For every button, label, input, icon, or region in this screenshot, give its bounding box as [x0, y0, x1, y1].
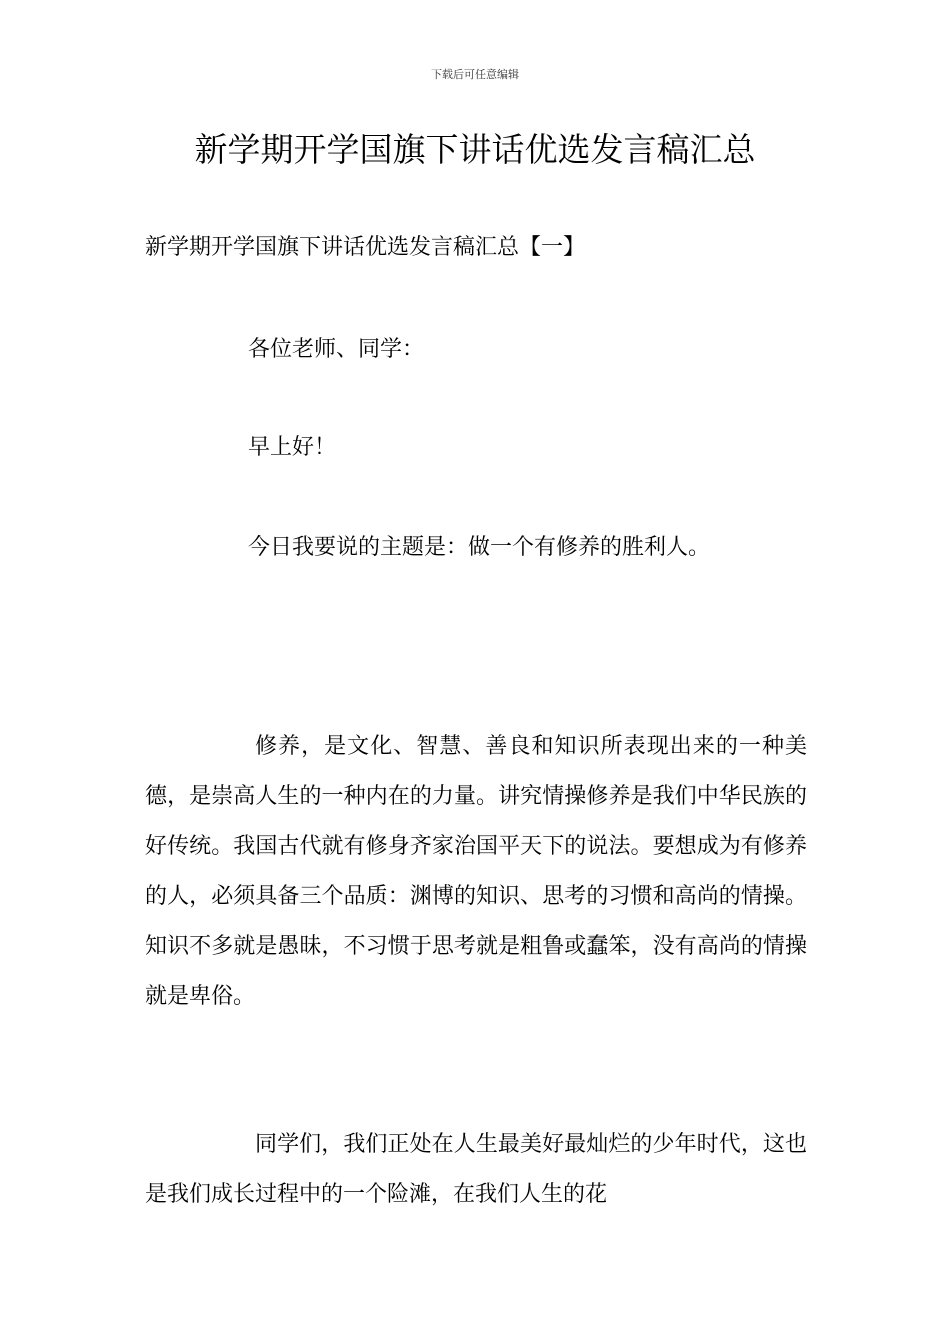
header-note: 下载后可任意编辑	[431, 68, 519, 81]
document-title: 新学期开学国旗下讲话优选发言稿汇总	[194, 130, 756, 169]
greeting-line: 早上好！	[248, 435, 337, 460]
topic-line: 今日我要说的主题是：做一个有修养的胜利人。	[248, 535, 711, 560]
body-paragraph: 修养，是文化、智慧、善良和知识所表现出来的一种美德，是崇高人生的一种内在的力量。讲究情操修养是我们中华民族的好传统。我国古代就有修身齐家治国平天下的说法。要想成为有修养的人，必须具备三个品质：渊博的知识、思考的习惯和高尚的情操。知识不多就是愚昧，不习惯于思考就是粗鲁或蠢笨，没有高尚的情操就是卑俗。	[145, 734, 807, 1009]
salutation-line: 各位老师、同学：	[248, 337, 425, 362]
section-heading: 新学期开学国旗下讲话优选发言稿汇总【一】	[145, 235, 586, 260]
body-paragraph: 同学们，我们正处在人生最美好最灿烂的少年时代，这也是我们成长过程中的一个险滩，在我们人生的花	[145, 1132, 807, 1207]
